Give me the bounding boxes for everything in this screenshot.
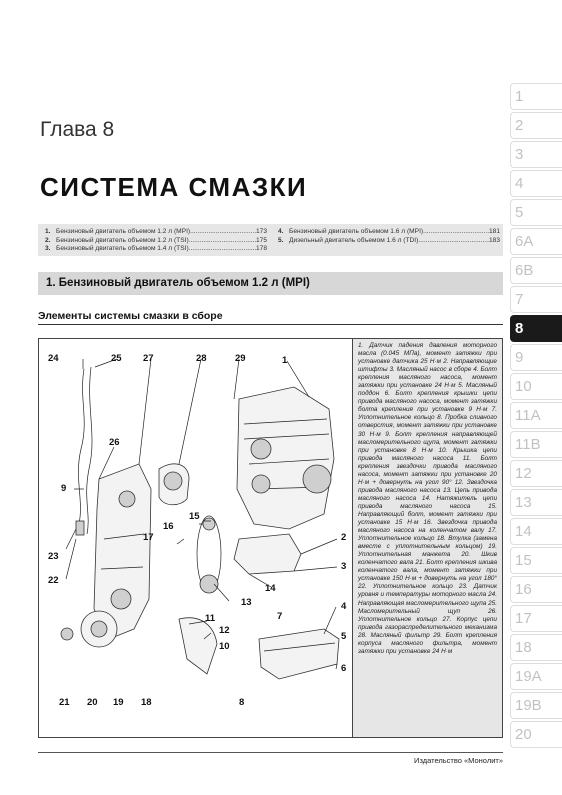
callout-20: 20 [87,697,98,708]
callout-4: 4 [341,601,347,612]
callout-14: 14 [265,583,276,594]
chapter-tab[interactable]: 17 [510,605,562,632]
chapter-tab[interactable]: 20 [510,721,562,748]
chapter-tabs [510,83,562,750]
callout-24: 24 [48,353,59,364]
chapter-tab[interactable]: 12 [510,460,562,487]
callout-19: 19 [113,697,124,708]
chapter-tab[interactable]: 6B [510,257,562,284]
publisher: Издательство «Монолит» [414,756,503,765]
chapter-tab[interactable]: 14 [510,518,562,545]
callout-18: 18 [141,697,152,708]
heading-rule [38,324,503,325]
callout-26: 26 [109,437,120,448]
callout-13: 13 [241,597,252,608]
callout-9: 9 [61,483,67,494]
callout-21: 21 [59,697,70,708]
toc-item[interactable]: 4. Бензиновый двигатель объемом 1.6 л (MPI) ..... 181 [278,228,500,237]
chapter-tab[interactable]: 4 [510,170,562,197]
chapter-tab[interactable]: 11B [510,431,562,458]
parts-legend: 1. Датчик падения давления моторного масла (0.045 МПа), момент затяжки при установке датчика 25 Н·м 2. Направляющие штифты 3. Масляный насос в сборе 4. Болт крепления масляного насоса, момент затяжки при установке 24 Н·м 5. Масляный поддон 6. Болт крепления крышки цепи привода масляного насоса, момент затяжки болта крепления при установке 9 Н·м 7. Уплотнительное кольцо 8. Пробка сливного отверстия, момент затяжки при установке 30 Н·м 9. Болт крепления направляющей масломерительного щупа, момент затяжки при установке 8 Н·м 10. Крышка цепи привода масляного насоса 11. Болт крепления звездочки привода масляного насоса, момент затяжки при установке 20 Н·м + довернуть на угол 90° 12. Звездочка привода масляного насоса 13. Цепь привода масляного насоса 14. Натяжитель цепи привода масляного насоса 15. Направляющий болт, момент затяжки при установке 15 Н·м 16. Звездочка привода масляного насоса на коленчатом валу 17. Уплотнительное кольцо 18. Втулка (замена вместе с уплотнительным кольцом) 19. Уплотнительная манжета 20. Шкив коленчатого вала 21. Болт крепления шкива коленчатого вала, момент затяжки при установке 150 Н·м + довернуть на угол 180° 22. Уплотнительное кольцо 23. Датчик уровня и температуры моторного масла 24. Направляющая масломерительного щупа 25. Масломерительный щуп 26. Уплотнительное кольцо 27. Корпус цепи привода газораспределительного механизма 28. Масляный фильтр 29. Болт крепления корпуса масляного фильтра, момент затяжки при установке 24 Н·м [353,338,503,738]
chapter-tab[interactable]: 3 [510,141,562,168]
callout-1: 1 [282,355,288,366]
callout-16: 16 [163,521,174,532]
callout-6: 6 [341,663,347,674]
chapter-tab[interactable]: 10 [510,373,562,400]
chapter-tab[interactable]: 2 [510,112,562,139]
exploded-diagram [38,338,353,738]
callout-17: 17 [143,532,154,543]
callout-27: 27 [143,353,154,364]
toc-item[interactable]: 1. Бензиновый двигатель объемом 1.2 л (MPI) ..... 173 [45,228,267,237]
chapter-tab[interactable]: 6A [510,228,562,255]
callout-29: 29 [235,353,246,364]
chapter-tab[interactable]: 9 [510,344,562,371]
callout-25: 25 [111,353,122,364]
chapter-tab[interactable]: 18 [510,634,562,661]
callout-15: 15 [189,511,200,522]
callout-11: 11 [205,613,216,624]
chapter-tab[interactable]: 1 [510,83,562,110]
callout-7: 7 [277,611,283,622]
callout-10: 10 [219,641,230,652]
subsection-heading: Элементы системы смазки в сборе [38,310,223,322]
table-of-contents [38,224,503,256]
toc-item[interactable]: 3. Бензиновый двигатель объемом 1.4 л (TSI) ..... 178 [45,245,267,254]
callout-5: 5 [341,631,347,642]
chapter-tab[interactable]: 19A [510,663,562,690]
callout-12: 12 [219,625,230,636]
toc-item[interactable]: 5. Дизельный двигатель объемом 1.6 л (TDI) ..... 183 [278,237,500,246]
chapter-label: Глава 8 [40,118,115,141]
chapter-tab[interactable]: 16 [510,576,562,603]
chapter-tab[interactable]: 15 [510,547,562,574]
chapter-tab[interactable]: 7 [510,286,562,313]
callout-28: 28 [196,353,207,364]
callout-3: 3 [341,561,347,572]
callout-8: 8 [239,697,245,708]
engine-drawing [39,339,354,739]
chapter-tab[interactable]: 19B [510,692,562,719]
chapter-tab[interactable]: 13 [510,489,562,516]
chapter-tab[interactable]: 11A [510,402,562,429]
chapter-tab[interactable]: 5 [510,199,562,226]
page-title: СИСТЕМА СМАЗКИ [40,172,308,202]
chapter-tab[interactable]: 8 [510,315,562,342]
footer-rule [38,752,503,753]
callout-23: 23 [48,551,59,562]
toc-item[interactable]: 2. Бензиновый двигатель объемом 1.2 л (TSI) ..... 175 [45,237,267,246]
callout-2: 2 [341,532,347,543]
callout-22: 22 [48,575,59,586]
section-banner: 1. Бензиновый двигатель объемом 1.2 л (MPI) [38,272,503,295]
